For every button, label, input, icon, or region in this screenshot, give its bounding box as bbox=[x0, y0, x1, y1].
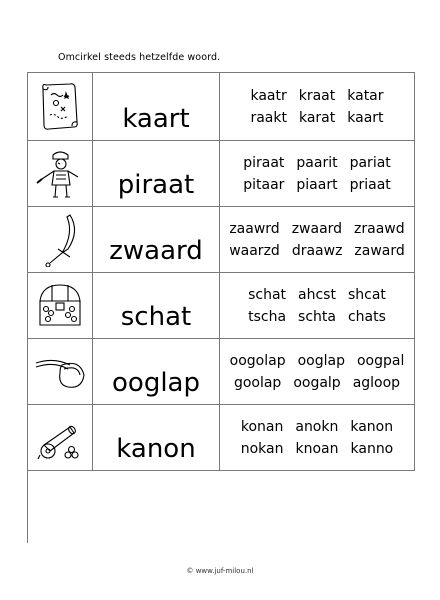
cannon-icon bbox=[34, 411, 87, 465]
target-word: zwaard bbox=[109, 236, 203, 266]
word-option[interactable]: anokn bbox=[295, 418, 339, 435]
word-option[interactable]: kraat bbox=[298, 87, 336, 104]
word-option[interactable]: karat bbox=[298, 109, 336, 126]
table-row bbox=[28, 273, 415, 339]
word-option[interactable]: draawz bbox=[291, 242, 343, 259]
table-row bbox=[28, 141, 415, 207]
table-row bbox=[28, 339, 415, 405]
word-option[interactable]: pariat bbox=[349, 154, 391, 171]
table-row bbox=[28, 405, 415, 471]
target-word: kanon bbox=[116, 434, 196, 464]
sword-icon bbox=[34, 213, 87, 267]
word-option[interactable]: goolap bbox=[233, 374, 282, 391]
word-option[interactable]: paarit bbox=[296, 154, 338, 171]
target-word: schat bbox=[120, 302, 192, 332]
footer-credit: © www.juf-milou.nl bbox=[186, 567, 254, 575]
word-option[interactable]: oogalp bbox=[293, 374, 341, 391]
word-option[interactable]: nokan bbox=[240, 440, 284, 457]
word-option[interactable]: konan bbox=[240, 418, 284, 435]
word-option[interactable]: raakt bbox=[250, 109, 287, 126]
target-word: piraat bbox=[117, 170, 195, 200]
word-option[interactable]: oogolap bbox=[229, 352, 286, 369]
word-option[interactable]: ooglap bbox=[297, 352, 345, 369]
treasure-map-icon bbox=[34, 79, 87, 133]
word-option[interactable]: priaat bbox=[349, 176, 391, 193]
word-option[interactable]: ahcst bbox=[298, 286, 336, 303]
table-row bbox=[28, 207, 415, 273]
target-word: kaart bbox=[122, 104, 190, 134]
word-table bbox=[27, 72, 415, 543]
target-word: ooglap bbox=[112, 368, 200, 398]
instruction-text: Omcirkel steeds hetzelfde woord. bbox=[58, 52, 221, 63]
word-option[interactable]: kanno bbox=[350, 440, 394, 457]
word-option[interactable]: shcat bbox=[347, 286, 386, 303]
word-option[interactable]: zaward bbox=[354, 242, 405, 259]
table-row bbox=[28, 73, 415, 141]
word-option[interactable]: piraat bbox=[243, 154, 285, 171]
word-option[interactable]: agloop bbox=[352, 374, 401, 391]
treasure-chest-icon bbox=[34, 279, 87, 333]
word-option[interactable]: katar bbox=[347, 87, 384, 104]
word-option[interactable]: schat bbox=[248, 286, 287, 303]
pirate-icon bbox=[34, 147, 87, 201]
word-option[interactable]: tscha bbox=[248, 308, 287, 325]
word-option[interactable]: oogpal bbox=[356, 352, 405, 369]
word-option[interactable]: waarzd bbox=[229, 242, 280, 259]
eye-patch-icon bbox=[34, 345, 87, 399]
word-option[interactable]: pitaar bbox=[243, 176, 285, 193]
word-option[interactable]: kanon bbox=[350, 418, 394, 435]
word-option[interactable]: zwaard bbox=[291, 220, 343, 237]
word-option[interactable]: kaatr bbox=[250, 87, 287, 104]
word-option[interactable]: schta bbox=[298, 308, 336, 325]
word-option[interactable]: knoan bbox=[295, 440, 339, 457]
word-option[interactable]: chats bbox=[347, 308, 386, 325]
word-option[interactable]: piaart bbox=[296, 176, 338, 193]
word-option[interactable]: zaawrd bbox=[229, 220, 280, 237]
word-option[interactable]: zraawd bbox=[354, 220, 405, 237]
word-option[interactable]: kaart bbox=[347, 109, 384, 126]
